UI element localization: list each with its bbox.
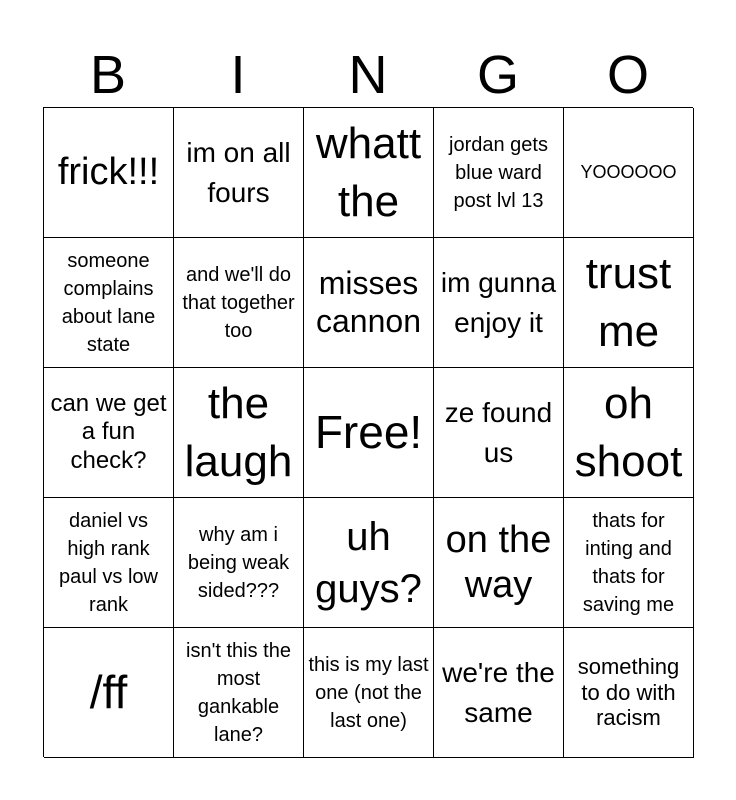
bingo-cell[interactable]: isn't this the most gankable lane?: [174, 628, 304, 758]
header-letter-i: I: [230, 45, 246, 105]
bingo-cell[interactable]: we're the same: [434, 628, 564, 758]
header-letter-o: O: [606, 45, 649, 105]
bingo-cell[interactable]: jordan gets blue ward post lvl 13: [434, 108, 564, 238]
bingo-cell[interactable]: frick!!!: [44, 108, 174, 238]
bingo-cell[interactable]: someone complains about lane state: [44, 238, 174, 368]
bingo-cell[interactable]: /ff: [44, 628, 174, 758]
bingo-cell[interactable]: and we'll do that together too: [174, 238, 304, 368]
bingo-cell[interactable]: oh shoot: [564, 368, 694, 498]
bingo-cell[interactable]: thats for inting and thats for saving me: [564, 498, 694, 628]
header-letter-b: B: [89, 45, 127, 105]
header-letter-g: G: [476, 45, 519, 105]
bingo-cell[interactable]: something to do with racism: [564, 628, 694, 758]
bingo-cell[interactable]: on the way: [434, 498, 564, 628]
bingo-cell[interactable]: YOOOOOO: [564, 108, 694, 238]
bingo-cell[interactable]: why am i being weak sided???: [174, 498, 304, 628]
bingo-cell[interactable]: im on all fours: [174, 108, 304, 238]
bingo-free-space[interactable]: Free!: [304, 368, 434, 498]
bingo-cell[interactable]: misses cannon: [304, 238, 434, 368]
bingo-cell[interactable]: the laugh: [174, 368, 304, 498]
bingo-cell[interactable]: whatt the: [304, 108, 434, 238]
bingo-cell[interactable]: trust me: [564, 238, 694, 368]
bingo-cell[interactable]: daniel vs high rank paul vs low rank: [44, 498, 174, 628]
bingo-cell[interactable]: uh guys?: [304, 498, 434, 628]
bingo-cell[interactable]: im gunna enjoy it: [434, 238, 564, 368]
header-letter-n: N: [348, 45, 388, 105]
bingo-header: [43, 44, 693, 106]
bingo-cell[interactable]: can we get a fun check?: [44, 368, 174, 498]
bingo-card: [43, 107, 693, 757]
bingo-cell[interactable]: ze found us: [434, 368, 564, 498]
bingo-cell[interactable]: this is my last one (not the last one): [304, 628, 434, 758]
